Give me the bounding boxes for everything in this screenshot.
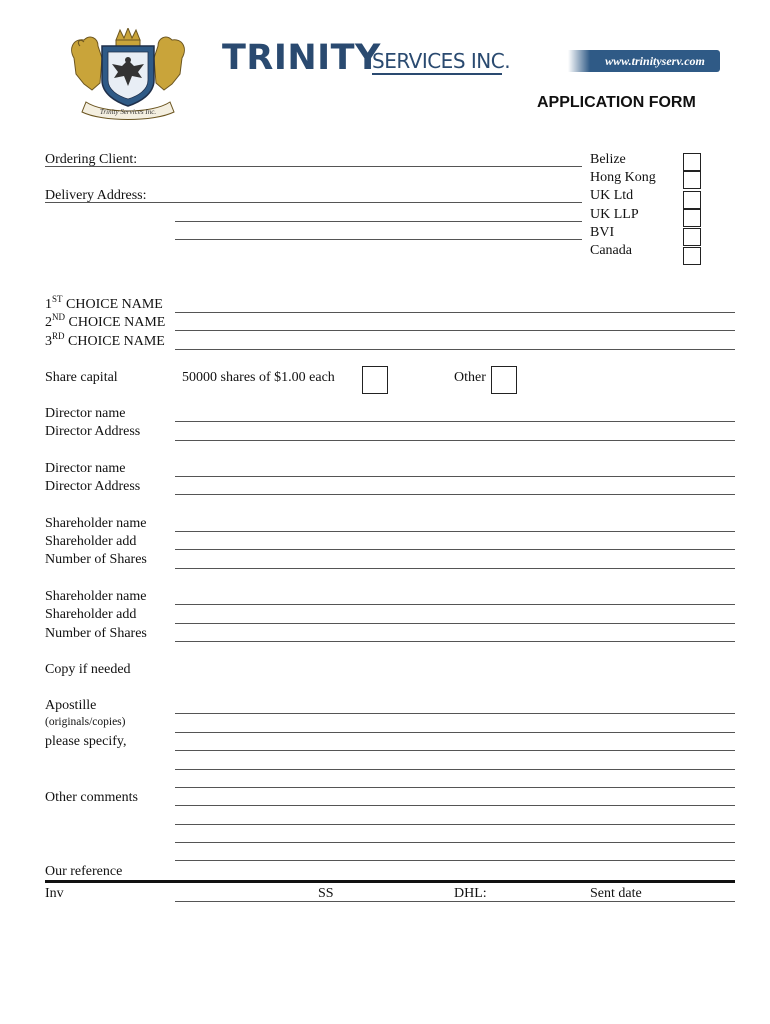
other-comments-field-1[interactable] xyxy=(175,787,735,788)
share-option-checkbox[interactable] xyxy=(362,366,388,394)
apostille-field-1[interactable] xyxy=(175,713,735,714)
jurisdiction-belize-checkbox[interactable] xyxy=(683,153,701,171)
jurisdiction-bvi-label: BVI xyxy=(590,225,615,240)
choice-name-3-label: 3RD CHOICE NAME xyxy=(45,331,165,349)
jurisdiction-canada-checkbox[interactable] xyxy=(683,247,701,265)
choice-name-3-field[interactable] xyxy=(175,349,735,350)
shareholder-name-1-field[interactable] xyxy=(175,531,735,532)
jurisdiction-belize-label: Belize xyxy=(590,152,626,167)
brand-subtitle: SERVICES INC. xyxy=(372,49,511,73)
choice-name-1-field[interactable] xyxy=(175,312,735,313)
dhl-label: DHL: xyxy=(454,886,487,901)
ordering-client-field[interactable] xyxy=(45,166,582,167)
number-of-shares-1-field[interactable] xyxy=(175,568,735,569)
svg-text:Trinity Services Inc.: Trinity Services Inc. xyxy=(99,108,157,116)
jurisdiction-uk-llp-checkbox[interactable] xyxy=(683,209,701,227)
jurisdiction-canada-label: Canada xyxy=(590,243,632,258)
ss-label: SS xyxy=(318,886,334,901)
director-name-1-label: Director name xyxy=(45,406,126,421)
shareholder-name-2-field[interactable] xyxy=(175,604,735,605)
share-capital-label: Share capital xyxy=(45,370,118,385)
delivery-address-field-3[interactable] xyxy=(175,239,582,240)
other-comments-field-4[interactable] xyxy=(175,842,735,843)
jurisdiction-bvi-checkbox[interactable] xyxy=(683,228,701,246)
choice-name-2-label: 2ND CHOICE NAME xyxy=(45,312,166,330)
website-url: www.trinityserv.com xyxy=(590,50,720,72)
director-address-1-field[interactable] xyxy=(175,440,735,441)
apostille-note: (originals/copies) xyxy=(45,716,126,728)
jurisdiction-hong-kong-checkbox[interactable] xyxy=(683,171,701,189)
company-seal-logo xyxy=(64,28,192,120)
director-address-2-field[interactable] xyxy=(175,494,735,495)
other-comments-label: Other comments xyxy=(45,790,138,805)
apostille-field-4[interactable] xyxy=(175,769,735,770)
shareholder-add-1-label: Shareholder add xyxy=(45,534,137,549)
director-address-1-label: Director Address xyxy=(45,424,141,439)
other-checkbox[interactable] xyxy=(491,366,517,394)
page-title: APPLICATION FORM xyxy=(537,94,696,111)
delivery-address-field-2[interactable] xyxy=(175,221,582,222)
shareholder-add-1-field[interactable] xyxy=(175,549,735,550)
shareholder-name-2-label: Shareholder name xyxy=(45,589,147,604)
share-option-label: 50000 shares of $1.00 each xyxy=(182,370,335,385)
brand-name: TRINITY xyxy=(222,38,381,78)
other-comments-field-3[interactable] xyxy=(175,824,735,825)
brand-underline xyxy=(372,73,502,75)
delivery-address-field-1[interactable] xyxy=(45,202,582,203)
reference-divider xyxy=(45,880,735,883)
number-of-shares-2-field[interactable] xyxy=(175,641,735,642)
delivery-address-label: Delivery Address: xyxy=(45,188,147,203)
brand-banner xyxy=(222,40,720,76)
ordering-client-label: Ordering Client: xyxy=(45,152,138,167)
director-address-2-label: Director Address xyxy=(45,479,141,494)
choice-name-2-field[interactable] xyxy=(175,330,735,331)
shareholder-name-1-label: Shareholder name xyxy=(45,516,147,531)
shareholder-add-2-label: Shareholder add xyxy=(45,607,137,622)
shareholder-add-2-field[interactable] xyxy=(175,623,735,624)
reference-field[interactable] xyxy=(175,901,735,902)
our-reference-label: Our reference xyxy=(45,864,123,879)
choice-name-1-label: 1ST CHOICE NAME xyxy=(45,294,163,312)
director-name-1-field[interactable] xyxy=(175,421,735,422)
director-name-2-label: Director name xyxy=(45,461,126,476)
jurisdiction-uk-llp-label: UK LLP xyxy=(590,207,639,222)
director-name-2-field[interactable] xyxy=(175,476,735,477)
number-of-shares-2-label: Number of Shares xyxy=(45,626,147,641)
other-comments-field-5[interactable] xyxy=(175,860,735,861)
apostille-field-3[interactable] xyxy=(175,750,735,751)
other-comments-field-2[interactable] xyxy=(175,805,735,806)
sent-date-label: Sent date xyxy=(590,886,642,901)
jurisdiction-uk-ltd-label: UK Ltd xyxy=(590,188,634,203)
jurisdiction-uk-ltd-checkbox[interactable] xyxy=(683,191,701,209)
copy-if-needed-label: Copy if needed xyxy=(45,662,131,677)
other-label: Other xyxy=(454,370,486,385)
jurisdiction-hong-kong-label: Hong Kong xyxy=(590,170,656,185)
number-of-shares-1-label: Number of Shares xyxy=(45,552,147,567)
apostille-field-2[interactable] xyxy=(175,732,735,733)
apostille-label: Apostille xyxy=(45,698,97,713)
inv-label: Inv xyxy=(45,886,64,901)
please-specify-label: please specify, xyxy=(45,734,127,749)
